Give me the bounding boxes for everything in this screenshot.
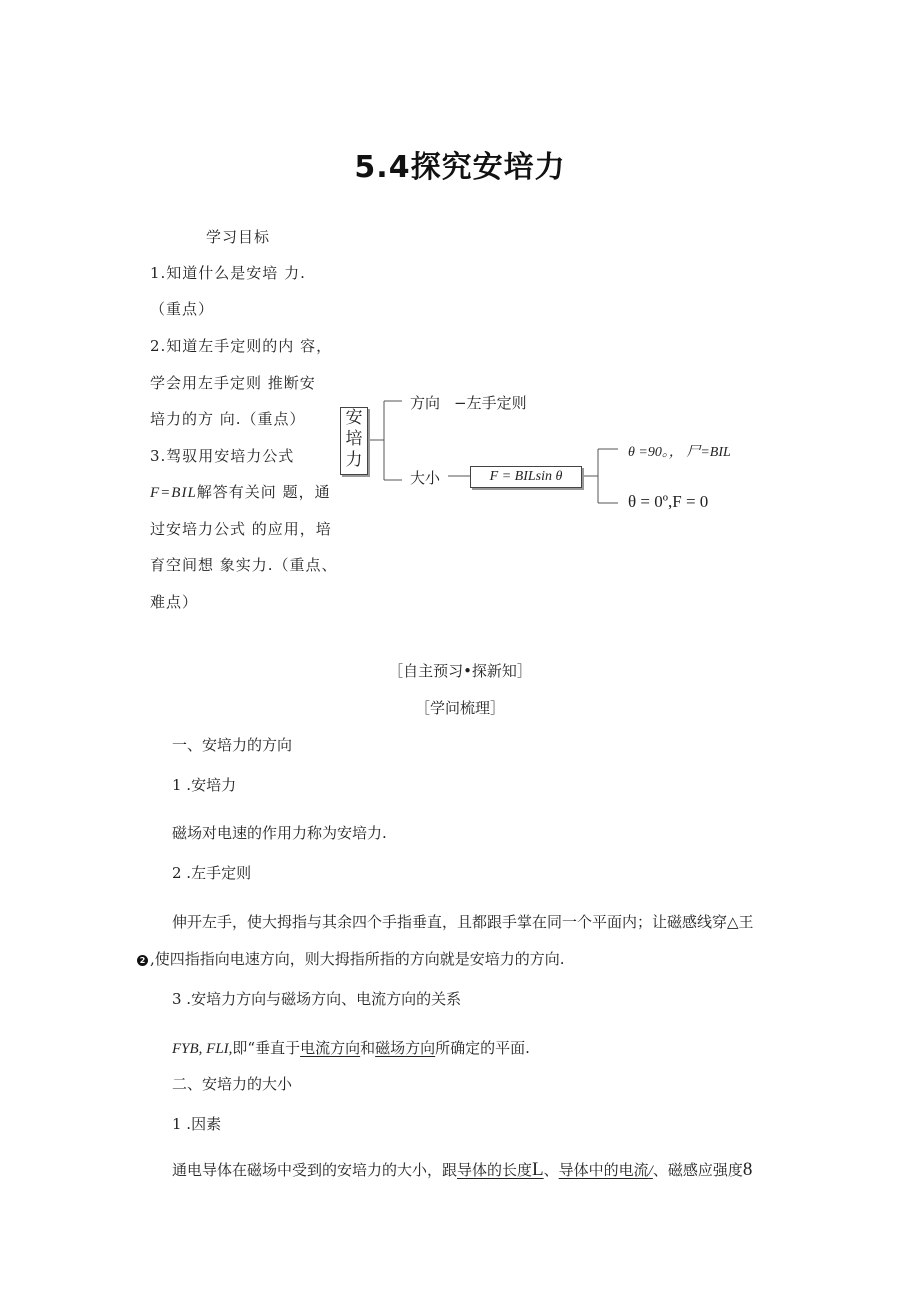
blank-field-direction: 磁场方向	[375, 1039, 436, 1057]
page-title: 5.4探究安培力	[354, 150, 566, 185]
magnitude-label: 大小	[410, 469, 441, 487]
objective-line: 2.知道左手定则的内 容，	[150, 337, 333, 355]
objective-line: F=BIL解答有关问 题，通	[150, 483, 331, 501]
objective-line: 1.知道什么是安培 力.	[150, 264, 306, 282]
case-parallel: θ = 0º,F = 0	[628, 492, 709, 511]
objective-line: （重点）	[150, 300, 215, 318]
blank-current-direction: 电流方向	[300, 1039, 361, 1057]
sub-header: ［学问梳理］	[414, 699, 505, 717]
part1-item2: 2 .左手定则	[172, 864, 252, 882]
part1-item1: 1 .安培力	[172, 776, 237, 794]
case-perpendicular: θ =90。， 尸=BIL	[628, 445, 731, 460]
part1-item2-text: 伸开左手，使大拇指与其余四个手指垂直，且都跟手掌在同一个平面内；让磁感线穿△王	[172, 913, 754, 931]
objective-formula: F=BIL	[150, 485, 197, 501]
part1-heading: 一、安培力的方向	[172, 736, 293, 754]
part1-item3-text: FYB, FLI,即“垂直于电流方向和磁场方向所确定的平面.	[172, 1039, 530, 1057]
part1-item3: 3 .安培力方向与磁场方向、电流方向的关系	[172, 990, 462, 1008]
ampere-force-box: 安 培 力	[340, 407, 368, 475]
objective-line: 3.驾驭用安培力公式	[150, 447, 295, 465]
formula-box: F = BILsin θ	[470, 466, 582, 488]
objective-line: 学会用左手定则 推断安	[150, 374, 316, 392]
part2-text: 通电导体在磁场中受到的安培力的大小，跟导体的长度L、导体中的电流/、磁感应强度8	[172, 1159, 753, 1180]
direction-value: −左手定则	[454, 394, 527, 412]
objective-line: 难点）	[150, 593, 199, 611]
blank-length: 导体的长度L	[457, 1159, 544, 1180]
part2-heading: 二、安培力的大小	[172, 1075, 293, 1093]
objectives-heading: 学习目标	[206, 228, 271, 246]
direction-label: 方向	[410, 394, 441, 412]
part2-item1: 1 .因素	[172, 1115, 222, 1133]
part1-item1-text: 磁场对电速的作用力称为安培力.	[172, 824, 387, 842]
objective-line: 培力的方 向.（重点）	[150, 410, 306, 428]
part1-item2-text-cont: 2 ,使四指指向电速方向，则大拇指所指的方向就是安培力的方向.	[137, 948, 565, 969]
objective-line: 育空间想 象实力.（重点、	[150, 556, 338, 574]
objective-line: 过安培力公式 的应用，培	[150, 520, 332, 538]
section-header: ［自主预习•探新知］	[388, 662, 532, 680]
concept-diagram	[340, 375, 760, 525]
blank-current: 导体中的电流/	[558, 1161, 653, 1179]
circled-number-icon: 2	[137, 955, 148, 966]
